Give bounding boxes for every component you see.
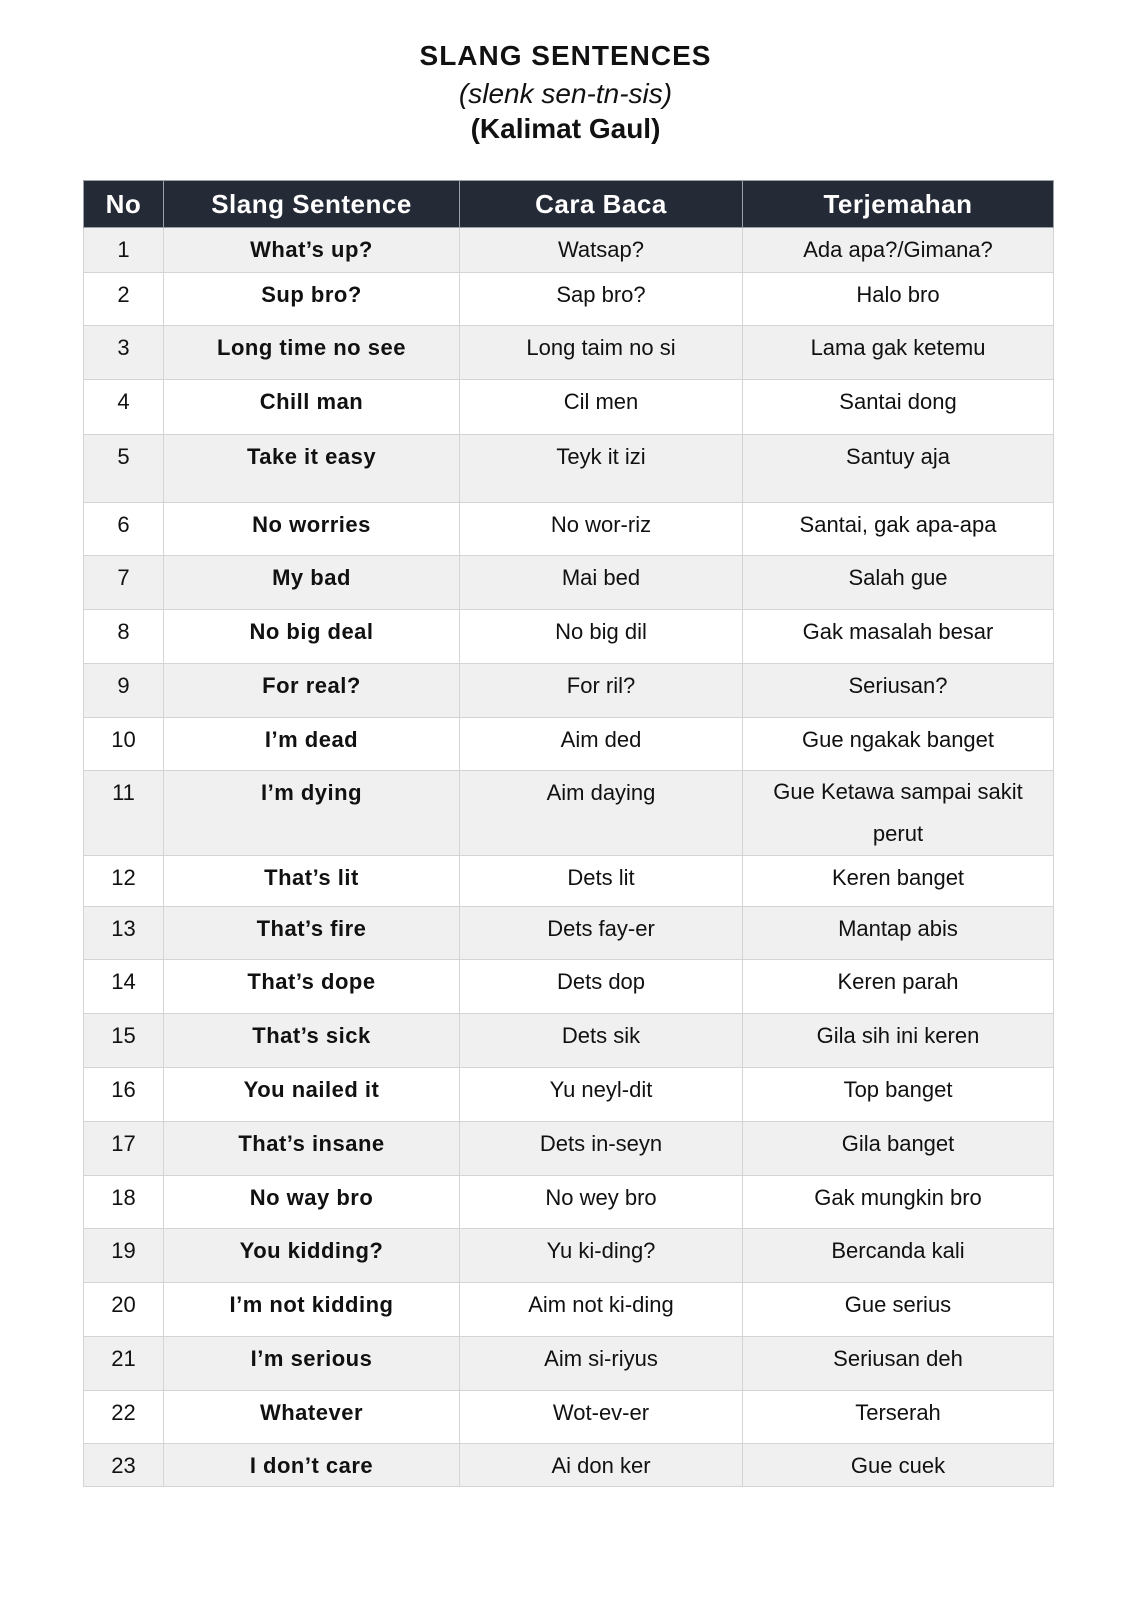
terjemahan-cell: Halo bro [743,273,1054,326]
terjemahan-cell: Gue Ketawa sampai sakit perut [743,771,1054,856]
slang-sentence-cell: I don’t care [164,1444,460,1487]
row-number-cell: 7 [84,556,164,610]
terjemahan-cell: Mantap abis [743,907,1054,960]
slang-sentence-cell: No worries [164,503,460,556]
row-number-cell: 9 [84,664,164,718]
row-number-cell: 22 [84,1391,164,1444]
slang-sentence-cell: My bad [164,556,460,610]
cara-baca-cell: For ril? [460,664,743,718]
column-header-no: No [84,181,164,228]
document-title: SLANG SENTENCES [419,40,712,71]
row-number-cell: 14 [84,960,164,1014]
table-row [84,1014,1054,1068]
cara-baca-cell: Mai bed [460,556,743,610]
table-row [84,556,1054,610]
table-row [84,907,1054,960]
terjemahan-cell: Bercanda kali [743,1229,1054,1283]
cara-baca-cell: Sap bro? [460,273,743,326]
terjemahan-cell: Gue ngakak banget [743,718,1054,771]
terjemahan-cell: Seriusan? [743,664,1054,718]
table-row [84,610,1054,664]
slang-sentence-cell: For real? [164,664,460,718]
cara-baca-cell: Ai don ker [460,1444,743,1487]
terjemahan-cell: Gila banget [743,1122,1054,1176]
slang-sentence-cell: Long time no see [164,326,460,380]
slang-sentence-cell: No way bro [164,1176,460,1229]
row-number-cell: 16 [84,1068,164,1122]
slang-sentence-cell: That’s sick [164,1014,460,1068]
terjemahan-cell: Top banget [743,1068,1054,1122]
row-number-cell: 5 [84,435,164,503]
slang-sentence-cell: No big deal [164,610,460,664]
cara-baca-cell: Watsap? [460,228,743,273]
row-number-cell: 20 [84,1283,164,1337]
slang-sentence-cell: That’s lit [164,856,460,907]
table-row [84,1391,1054,1444]
slang-sentence-cell: That’s dope [164,960,460,1014]
terjemahan-cell: Terserah [743,1391,1054,1444]
terjemahan-cell: Gak masalah besar [743,610,1054,664]
slang-sentence-cell: That’s fire [164,907,460,960]
terjemahan-cell: Santai, gak apa-apa [743,503,1054,556]
cara-baca-cell: Dets in-seyn [460,1122,743,1176]
table-row [84,1283,1054,1337]
table-row [84,1444,1054,1487]
row-number-cell: 18 [84,1176,164,1229]
table-row [84,1068,1054,1122]
table-row [84,1229,1054,1283]
column-header-terjemahan: Terjemahan [743,181,1054,228]
cara-baca-cell: Cil men [460,380,743,435]
table-header-row [84,181,1054,228]
table-row [84,380,1054,435]
cara-baca-cell: Long taim no si [460,326,743,380]
slang-table [83,180,1054,1487]
cara-baca-cell: Dets dop [460,960,743,1014]
cara-baca-cell: Yu ki-ding? [460,1229,743,1283]
column-header-slang: Slang Sentence [164,181,460,228]
row-number-cell: 8 [84,610,164,664]
document-subtitle: (Kalimat Gaul) [470,113,661,144]
row-number-cell: 10 [84,718,164,771]
cara-baca-cell: Aim ded [460,718,743,771]
terjemahan-cell: Santuy aja [743,435,1054,503]
slang-sentence-cell: You nailed it [164,1068,460,1122]
slang-sentence-cell: I’m dying [164,771,460,856]
table-row [84,664,1054,718]
table-row [84,960,1054,1014]
row-number-cell: 4 [84,380,164,435]
row-number-cell: 1 [84,228,164,273]
cara-baca-cell: Aim not ki-ding [460,1283,743,1337]
table-row [84,326,1054,380]
terjemahan-cell: Santai dong [743,380,1054,435]
cara-baca-cell: No wor-riz [460,503,743,556]
row-number-cell: 13 [84,907,164,960]
row-number-cell: 23 [84,1444,164,1487]
slang-sentence-cell: I’m not kidding [164,1283,460,1337]
cara-baca-cell: Dets fay-er [460,907,743,960]
terjemahan-cell: Gila sih ini keren [743,1014,1054,1068]
terjemahan-cell: Gak mungkin bro [743,1176,1054,1229]
row-number-cell: 11 [84,771,164,856]
table-row [84,1122,1054,1176]
slang-sentence-cell: I’m dead [164,718,460,771]
table-row [84,503,1054,556]
cara-baca-cell: Dets sik [460,1014,743,1068]
row-number-cell: 6 [84,503,164,556]
terjemahan-cell: Seriusan deh [743,1337,1054,1391]
slang-sentence-cell: Take it easy [164,435,460,503]
cara-baca-cell: Teyk it izi [460,435,743,503]
cara-baca-cell: Aim si-riyus [460,1337,743,1391]
cara-baca-cell: Aim daying [460,771,743,856]
table-row [84,228,1054,273]
column-header-cara-baca: Cara Baca [460,181,743,228]
row-number-cell: 3 [84,326,164,380]
terjemahan-cell: Keren banget [743,856,1054,907]
row-number-cell: 19 [84,1229,164,1283]
table-row [84,1176,1054,1229]
terjemahan-cell: Lama gak ketemu [743,326,1054,380]
terjemahan-cell: Gue serius [743,1283,1054,1337]
terjemahan-cell: Salah gue [743,556,1054,610]
table-row [84,856,1054,907]
table-row [84,273,1054,326]
row-number-cell: 15 [84,1014,164,1068]
slang-sentence-cell: Sup bro? [164,273,460,326]
terjemahan-cell: Keren parah [743,960,1054,1014]
cara-baca-cell: Yu neyl-dit [460,1068,743,1122]
terjemahan-cell: Gue cuek [743,1444,1054,1487]
row-number-cell: 17 [84,1122,164,1176]
row-number-cell: 12 [84,856,164,907]
slang-sentence-cell: Whatever [164,1391,460,1444]
slang-sentence-cell: That’s insane [164,1122,460,1176]
cara-baca-cell: No big dil [460,610,743,664]
table-row [84,718,1054,771]
slang-sentence-cell: I’m serious [164,1337,460,1391]
title-pronunciation: (slenk sen-tn-sis) [458,78,673,109]
cara-baca-cell: Wot-ev-er [460,1391,743,1444]
slang-sentence-cell: Chill man [164,380,460,435]
cara-baca-cell: No wey bro [460,1176,743,1229]
slang-sentence-cell: You kidding? [164,1229,460,1283]
table-row [84,771,1054,856]
table-row [84,1337,1054,1391]
table-row [84,435,1054,503]
cara-baca-cell: Dets lit [460,856,743,907]
slang-sentence-cell: What’s up? [164,228,460,273]
row-number-cell: 21 [84,1337,164,1391]
row-number-cell: 2 [84,273,164,326]
terjemahan-cell: Ada apa?/Gimana? [743,228,1054,273]
